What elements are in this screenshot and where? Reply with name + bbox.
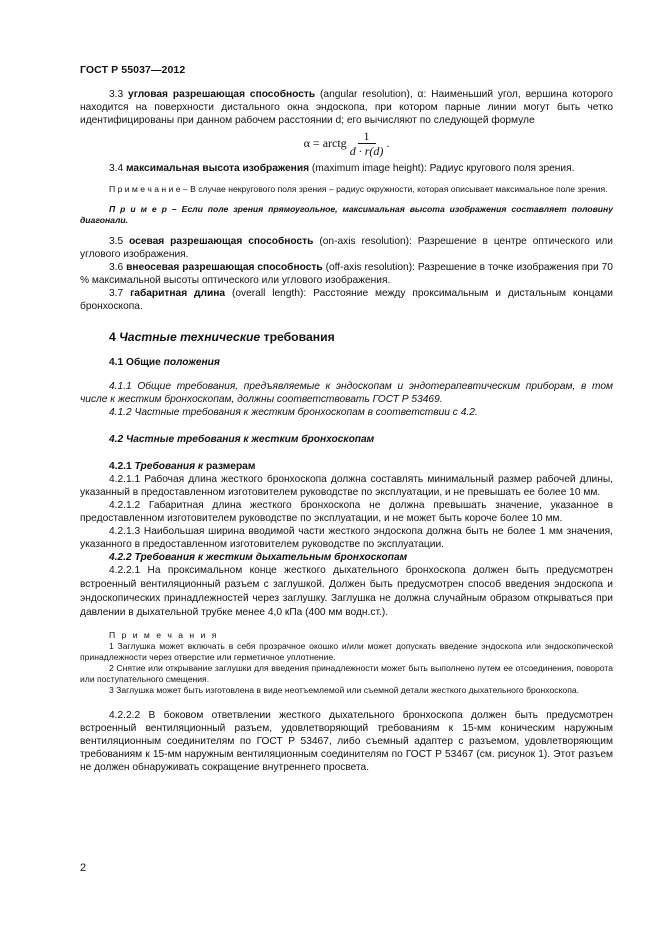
note-3: 3 Заглушка может быть изготовлена в виде неотъемлемой или съемной детали жесткого дыхательного бронхоскопа. — [109, 685, 580, 695]
page-content — [80, 86, 613, 774]
note: П р и м е ч а н и е – В случае некругового поля зрения – радиус окружности, которая описывает максимальное поле зрения. — [109, 184, 608, 194]
term: габаритная длина — [130, 288, 226, 299]
notes-label: П р и м е ч а н и я — [109, 630, 219, 640]
item-3-4: 3.4 максимальная высота изображения (maximum image height): Радиус кругового поля зрения. — [109, 163, 575, 174]
paragraph-4-1-2: 4.1.2 Частные требования к жестким бронхоскопам в соответствии с 4.2. — [109, 407, 478, 418]
paragraph-4-2-2-1: 4.2.2.1 На проксимальном конце жесткого дыхательного бронхоскопа должен быть предусмотрен встроенный вентиляционный разъем с заглушкой. Должен быть предусмотрен способ введения эндоскопа и эндоскопических принадлежностей через заглушку. Заглушка не должна случайным образом открываться при давлении в дыхательной трубке менее 4,0 кПа (400 мм водн.ст.). — [80, 565, 613, 618]
item-3-3: 3.3 угловая разрешающая способность (angular resolution), α: Наименьший угол, вершина которого находится на поверхности дистального окна эндоскопа, при котором парные линии могут быть четко идентифицированы при данном рабочем расстоянии d; его вычисляют по следующей формуле — [80, 89, 613, 126]
page-number: 2 — [80, 862, 87, 874]
paragraph-4-2-1-3: 4.2.1.3 Наибольшая ширина вводимой части жесткого эндоскопа должна быть не более 1 мм значения, указанного в предоставленном изготовителем руководстве по эксплуатации. — [80, 526, 613, 550]
note-2: 2 Снятие или открывание заглушки для введения принадлежности может быть выполнено путем ее отсоединения, поворота или поступательного смещения. — [80, 663, 613, 684]
section-4-2-2-heading: 4.2.2 Требования к жестким дыхательным бронхоскопам — [109, 552, 408, 563]
section-4-2-1-heading: 4.2.1 Требования к размерам — [109, 461, 256, 472]
note-1: 1 Заглушка может включать в себя прозрачное окошко и/или может допускать введение эндоскопа или эндоскопической принадлежности через отверстие или герметичное уплотнение. — [80, 641, 613, 662]
term: осевая разрешающая способность — [129, 236, 314, 247]
item-3-7: 3.7 габаритная длина (overall length): Расстояние между проксимальным и дистальным концами бронхоскопа. — [80, 288, 613, 312]
paragraph-4-2-2-2: 4.2.2.2 В боковом ответвлении жесткого дыхательного бронхоскопа должен быть предусмотрен встроенный вентиляционный разъем, удовлетворяющий требованиям к 15-мм коническим наружным вентиляционным соединителям по ГОСТ Р 53467, либо съемный адаптер с разъемом, удовлетворяющим требованиям к 15-мм наружным вентиляционным соединителям по ГОСТ Р 53467 (см. рисунок 1). Этот разъем не должен обнаруживать сокращение внутреннего просвета. — [80, 710, 613, 773]
formula: α = arctg $\frac{1}{d \cdot r(d)}$ . — [303, 129, 390, 158]
term: максимальная высота изображения — [126, 163, 310, 174]
example: П р и м е р – Если поле зрения прямоугольное, максимальная высота изображения составляет половину диагонали. — [80, 204, 613, 225]
item-3-6: 3.6 внеосевая разрешающая способность (off-axis resolution): Разрешение в точке изображения при 70 % максимальной высоты оптического или углового изображения. — [80, 262, 613, 286]
page-header: ГОСТ Р 55037—2012 — [80, 64, 186, 76]
section-4-2-heading: 4.2 Частные требования к жестким бронхоскопам — [109, 434, 375, 445]
section-4-heading: 4 Частные технические требования — [109, 330, 335, 344]
section-4-1-heading: 4.1 Общие положения — [109, 357, 220, 368]
item-3-5: 3.5 осевая разрешающая способность (on-axis resolution): Разрешение в центре оптического или углового изображения. — [80, 236, 613, 260]
paragraph-4-1-1: 4.1.1 Общие требования, предъявляемые к эндоскопам и эндотерапевтическим приборам, в том числе к жестким бронхоскопам, должны соответствовать ГОСТ Р 53469. — [80, 381, 613, 405]
term: угловая разрешающая способность — [128, 89, 316, 100]
paragraph-4-2-1-2: 4.2.1.2 Габаритная длина жесткого бронхоскопа не должна превышать значение, указанное в предоставленном изготовителем руководстве по эксплуатации, и не может быть короче более 10 мм. — [80, 500, 613, 524]
formula-fraction: $\frac{1}{d \cdot r(d)}$ — [349, 129, 384, 158]
paragraph-4-2-1-1: 4.2.1.1 Рабочая длина жесткого бронхоскопа должна составлять минимальный размер рабочей длины, указанный в предоставленном изготовителем руководстве по эксплуатации, и не превышать ее более 10 мм. — [80, 474, 613, 498]
term: внеосевая разрешающая способность — [126, 262, 323, 273]
